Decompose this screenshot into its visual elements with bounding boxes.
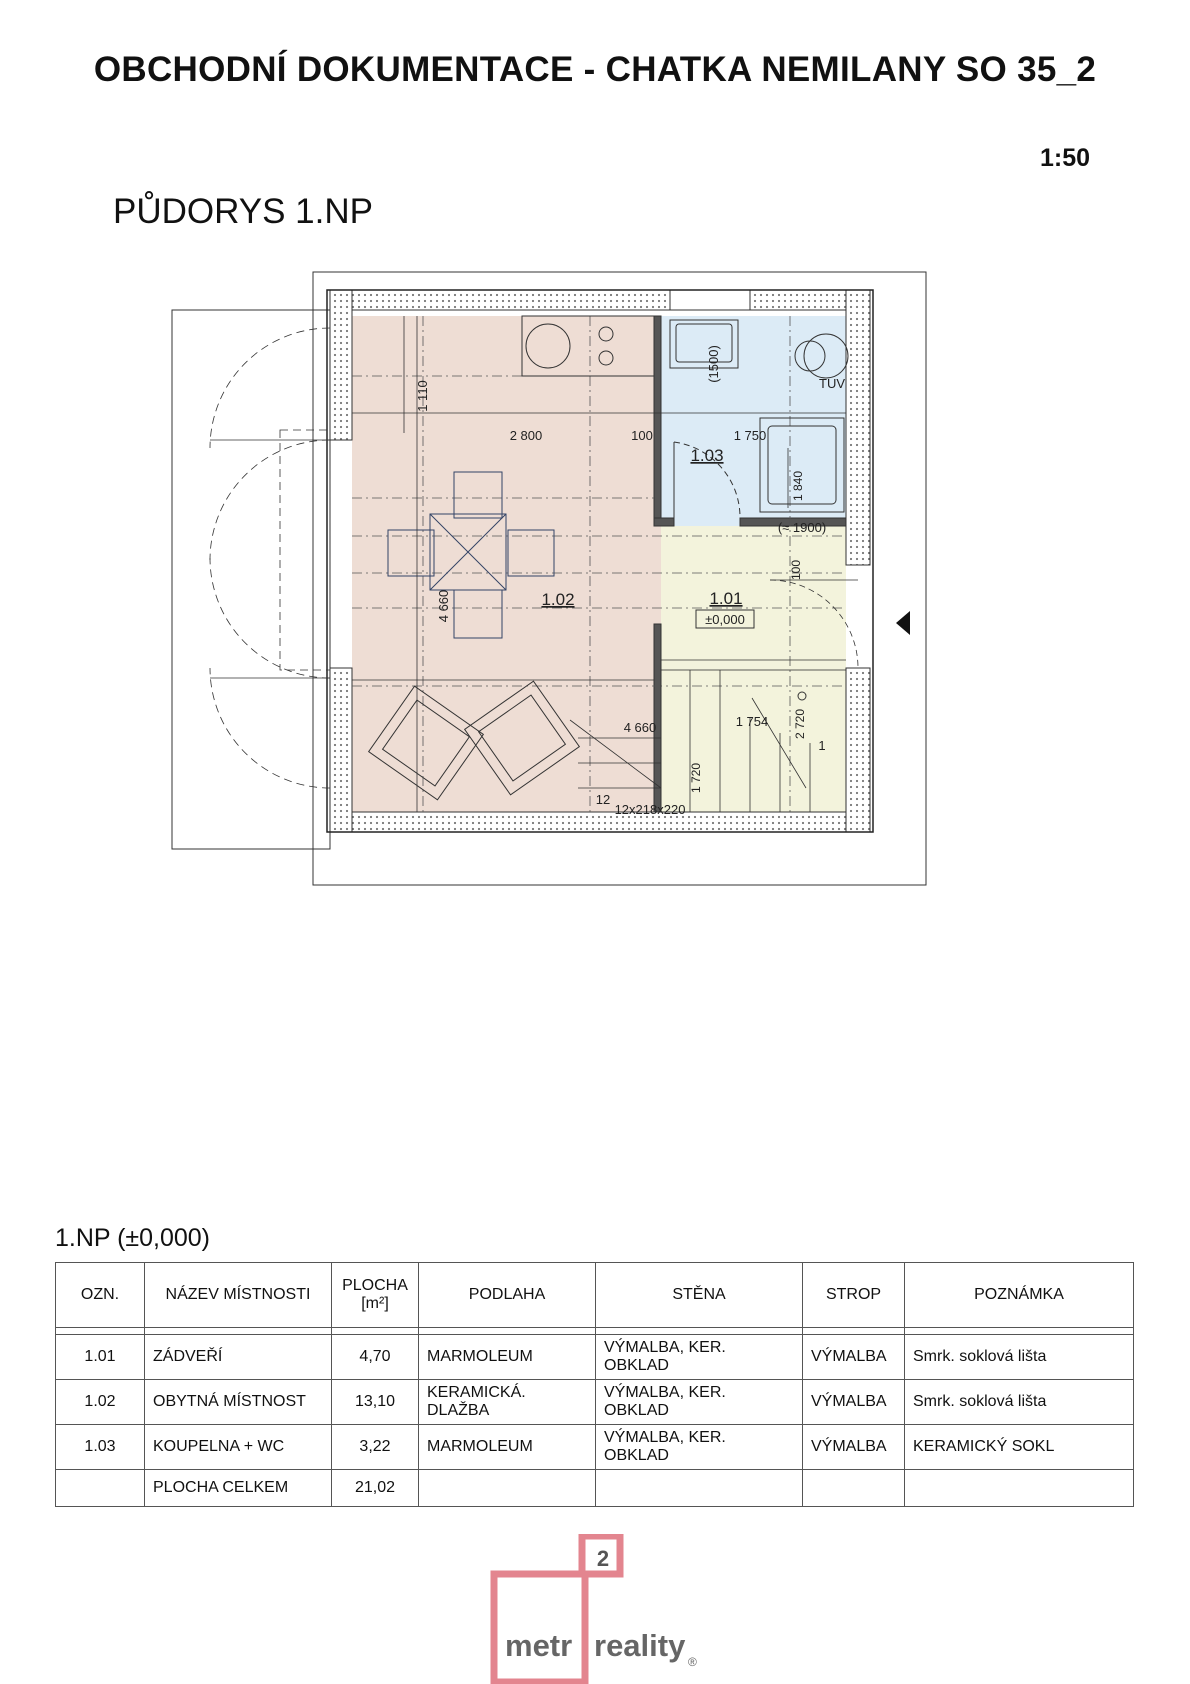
col-stena: STĚNA: [596, 1263, 803, 1328]
room-label-1-03: 1.03: [690, 446, 724, 465]
col-ozn: OZN.: [56, 1263, 145, 1328]
dim-1720: 1 720: [689, 762, 703, 794]
col-plocha: [332, 1263, 419, 1328]
dim-4660h: 4 660: [623, 720, 657, 735]
cell-stena: VÝMALBA, KER. OBKLAD: [596, 1380, 803, 1425]
terrace-door-arcs: [210, 328, 330, 788]
table-row: [56, 1380, 1134, 1425]
room-level-1-01: ±0,000: [705, 612, 745, 627]
dim-1750: 1 750: [733, 428, 767, 443]
stair-count-label: 12: [595, 792, 611, 807]
room-label-1-01: 1.01: [709, 589, 743, 608]
cell-empty: [419, 1470, 596, 1507]
cell-strop: VÝMALBA: [803, 1335, 905, 1380]
dim-1110: 1 110: [415, 380, 430, 412]
floor-plan: [170, 268, 950, 948]
cell-podlaha: MARMOLEUM: [419, 1335, 596, 1380]
logo-text-right: reality: [594, 1628, 686, 1663]
cell-poznamka: KERAMICKÝ SOKL: [905, 1425, 1134, 1470]
col-plocha-label: PLOCHA: [342, 1277, 408, 1294]
cell-total-label: PLOCHA CELKEM: [145, 1470, 332, 1507]
cell-plocha: 3,22: [332, 1425, 419, 1470]
table-total-row: [56, 1470, 1134, 1507]
col-plocha-unit: [m²]: [361, 1295, 389, 1312]
dim-1754: 1 754: [735, 714, 769, 729]
entrance-arrow: [896, 611, 910, 635]
cell-ozn: 1.01: [56, 1335, 145, 1380]
cell-stena: VÝMALBA, KER. OBKLAD: [596, 1425, 803, 1470]
dim-1840: 1 840: [791, 470, 805, 502]
cell-nazev: ZÁDVEŘÍ: [145, 1335, 332, 1380]
col-poznamka: POZNÁMKA: [905, 1263, 1134, 1328]
table-header-row: [56, 1263, 1134, 1328]
cell-plocha: 13,10: [332, 1380, 419, 1425]
dim-2720: 2 720: [793, 708, 807, 740]
cell-stena: VÝMALBA, KER. OBKLAD: [596, 1335, 803, 1380]
cell-strop: VÝMALBA: [803, 1380, 905, 1425]
dim-2800: 2 800: [509, 428, 543, 443]
cell-ozn: 1.03: [56, 1425, 145, 1470]
table-row: [56, 1425, 1134, 1470]
metr-reality-logo: [490, 1534, 710, 1684]
dim-1900: (≈ 1900): [777, 520, 827, 535]
cell-podlaha: MARMOLEUM: [419, 1425, 596, 1470]
table-row: [56, 1335, 1134, 1380]
stairs-label: 12x218x220: [614, 802, 686, 817]
cell-strop: VÝMALBA: [803, 1425, 905, 1470]
logo-text-left: metr: [505, 1628, 573, 1663]
cell-empty: [905, 1470, 1134, 1507]
dim-100b: 100: [789, 559, 803, 581]
col-strop: STROP: [803, 1263, 905, 1328]
document-title: OBCHODNÍ DOKUMENTACE - CHATKA NEMILANY SO 35_2: [93, 50, 1097, 89]
cell-empty: [596, 1470, 803, 1507]
col-podlaha: PODLAHA: [419, 1263, 596, 1328]
cell-ozn: 1.02: [56, 1380, 145, 1425]
cell-podlaha: KERAMICKÁ. DLAŽBA: [419, 1380, 596, 1425]
header-gap: [56, 1328, 1134, 1335]
room-bath-fill: [661, 316, 846, 526]
terrace: [172, 310, 330, 849]
col-nazev: NÁZEV MÍSTNOSTI: [145, 1263, 332, 1328]
tuv-label: TUV: [819, 376, 845, 391]
dim-100a: 100: [631, 428, 653, 443]
dim-1500: (1500): [706, 345, 721, 383]
logo-registered: ®: [688, 1655, 697, 1669]
cell-poznamka: Smrk. soklová lišta: [905, 1380, 1134, 1425]
room-label-1-02: 1.02: [541, 590, 575, 609]
cell-total-value: 21,02: [332, 1470, 419, 1507]
room-table: [55, 1262, 1134, 1507]
cell-nazev: OBYTNÁ MÍSTNOST: [145, 1380, 332, 1425]
cell-nazev: KOUPELNA + WC: [145, 1425, 332, 1470]
cell-empty: [56, 1470, 145, 1507]
cell-plocha: 4,70: [332, 1335, 419, 1380]
cell-poznamka: Smrk. soklová lišta: [905, 1335, 1134, 1380]
logo-number: 2: [596, 1546, 610, 1571]
plan-title: PŮDORYS 1.NP: [113, 192, 373, 231]
stair-first-label: 1: [818, 738, 826, 753]
dim-4660v: 4 660: [436, 589, 451, 623]
table-title: 1.NP (±0,000): [55, 1224, 211, 1252]
cell-empty: [803, 1470, 905, 1507]
plan-scale: 1:50: [1040, 144, 1091, 172]
